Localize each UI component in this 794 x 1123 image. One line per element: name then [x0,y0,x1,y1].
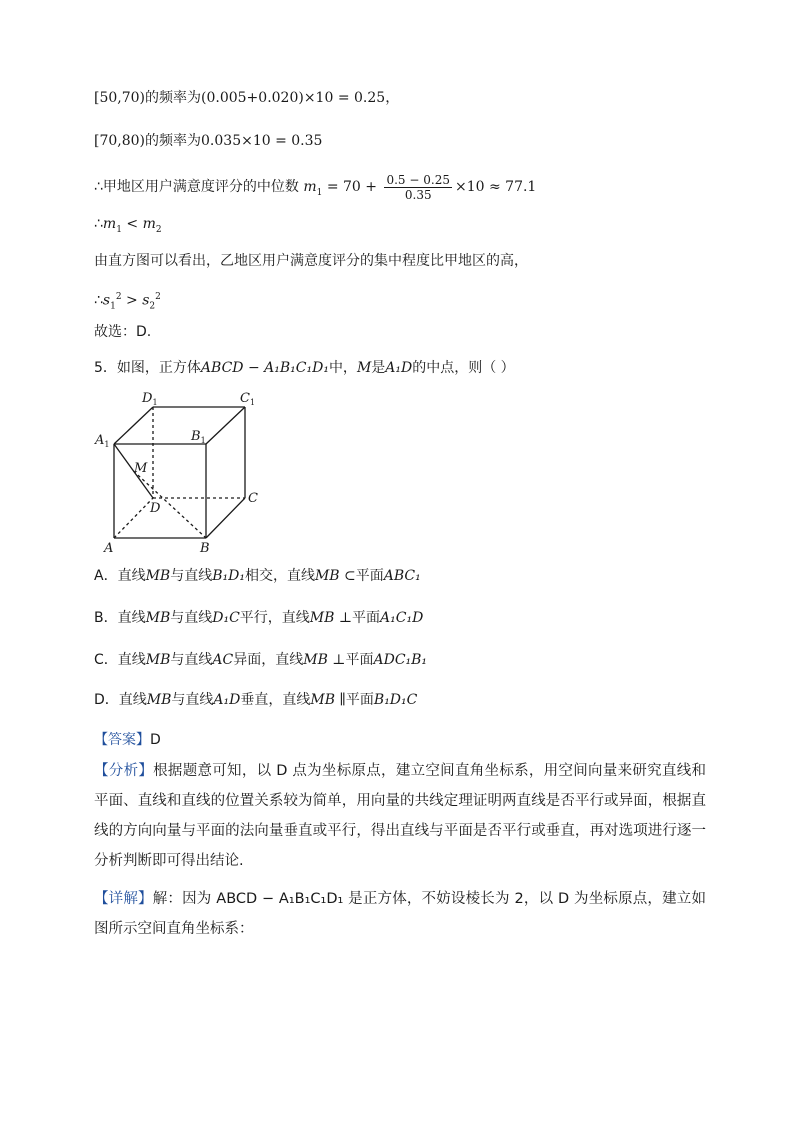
option-math: MB [145,652,171,668]
var-m2: m [142,216,156,232]
option-math: B₁D₁ [212,568,245,584]
freq-text: 的频率为 [145,133,202,149]
option-math: MB [145,568,171,584]
median-var: m [303,179,317,195]
subscript: 1 [316,187,323,198]
detail-text: 解：因为 ABCD − A₁B₁C₁D₁ 是正方体，不妨设棱长为 2，以 D 为坐标原点，建立如图所示空间直角坐标系： [94,891,706,937]
freq-text: 的频率为 [145,90,202,106]
cube-name: ABCD − A₁B₁C₁D₁ [200,360,329,376]
option-c[interactable] [94,650,427,670]
question-number: 5． [94,360,117,376]
subscript: 2 [149,301,156,312]
solution-line-3 [94,170,536,210]
label-m: M [134,461,148,476]
option-math: MB [145,610,171,626]
question-5-stem [94,358,515,378]
option-text: 直线 [117,568,146,584]
var-s2: s [142,292,150,309]
option-b[interactable] [94,608,423,628]
option-text: 直线 [117,652,146,668]
punct: ， [385,90,400,106]
answer-tag: 【答案】 [94,732,150,748]
answer-line [94,730,161,750]
option-letter: B． [94,610,118,626]
subscript: 1 [116,224,122,235]
freq-formula: 0.035×10 = 0.35 [201,133,323,149]
stem-text: 的中点，则（ ） [412,360,515,376]
subscript: 1 [110,301,116,312]
option-text: 直线 [118,692,147,708]
stem-text: 如图，正方体 [116,360,201,376]
solution-line-7: 故选：D. [94,324,152,340]
option-d[interactable] [94,690,417,710]
cube-figure [90,388,280,558]
analysis-text: 根据题意可知，以 D 点为坐标原点，建立空间直角坐标系，用空间向量来研究直线和平面、直线和直线的位置关系较为简单，用向量的共线定理证明两直线是否平行或异面，根据直线的方向向量与平面的法向量垂直或平行，得出直线与平面是否平行或垂直，再对选项进行逐一分析判断即可得出结论. [94,763,706,869]
option-a[interactable] [94,566,421,586]
edge-a1-d1 [114,407,153,444]
option-math: AC [212,652,234,668]
option-text: 直线 [117,610,146,626]
label-d1: $D_1$ [142,391,158,407]
option-letter: D． [94,692,119,708]
therefore-symbol: ∴ [94,292,103,309]
greater-than: > [121,292,143,309]
edge-a-d-hidden [114,498,153,538]
option-text: 平面 [345,692,374,708]
superscript: 2 [155,292,161,302]
freq-formula: (0.005+0.020)×10 = 0.25 [201,90,386,106]
option-math: MB ⊂ [314,568,356,584]
solution-line-6 [94,287,161,316]
option-math: MB ∥ [310,692,346,708]
option-math: MB [146,692,172,708]
option-text: 异面，直线 [233,652,304,668]
stem-text: 是 [371,360,386,376]
label-c: C [248,491,258,506]
option-math: D₁C [212,610,240,626]
fraction-denominator: 0.35 [404,187,432,202]
option-text: 平面 [345,652,374,668]
interval-50-70: [50,70) [94,90,146,106]
option-text: 与直线 [170,568,213,584]
option-math: B₁D₁C [373,692,418,708]
point-m: M [356,360,372,376]
subscript: 2 [155,224,162,235]
solution-line-4 [94,214,162,240]
option-math: ABC₁ [383,568,421,584]
segment-m-b [134,471,207,538]
label-a: A [104,541,114,556]
superscript: 2 [115,292,122,302]
edge-b1-c1 [206,407,245,444]
option-text: 相交，直线 [244,568,315,584]
detail-paragraph [94,884,706,944]
therefore-symbol: ∴ [94,216,103,232]
less-than: < [121,216,143,232]
solution-line-1 [94,88,399,108]
detail-tag: 【详解】 [94,891,153,907]
option-math: A₁C₁D [380,610,424,626]
option-text: 与直线 [170,652,213,668]
option-text: 垂直，直线 [240,692,311,708]
label-d: D [150,501,161,516]
median-eq: = 70 + [322,179,378,195]
median-tail: ×10 ≈ 77.1 [454,179,537,195]
answer-value: D [150,732,161,748]
segment-a1d: A₁D [385,360,413,376]
solution-line-5: 由直方图可以看出，乙地区用户满意度评分的集中程度比甲地区的高， [94,253,528,269]
option-math: ADC₁B₁ [373,652,428,668]
label-b1: $B_1$ [191,429,206,445]
option-letter: C． [94,652,118,668]
solution-line-2 [94,131,322,151]
option-text: 与直线 [171,692,214,708]
option-text: 平面 [355,568,384,584]
analysis-paragraph [94,756,706,876]
stem-text: 中， [328,360,357,376]
option-math: A₁D [213,692,241,708]
var-s1: s [102,292,111,309]
option-text: 平面 [352,610,381,626]
option-letter: A． [94,568,118,584]
label-c1: $C_1$ [240,391,256,407]
median-fraction [384,173,452,202]
edge-b-c [206,498,245,538]
median-text: ∴甲地区用户满意度评分的中位数 [94,179,299,195]
var-m1: m [102,216,117,232]
label-b: B [200,541,210,556]
fraction-numerator: 0.5 − 0.25 [386,172,450,187]
option-text: 平行，直线 [239,610,310,626]
option-math: MB ⊥ [303,652,346,668]
interval-70-80: [70,80) [94,133,146,149]
analysis-tag: 【分析】 [94,763,154,779]
label-a1: $A_1$ [95,433,110,449]
option-text: 与直线 [170,610,213,626]
option-math: MB ⊥ [309,610,353,626]
